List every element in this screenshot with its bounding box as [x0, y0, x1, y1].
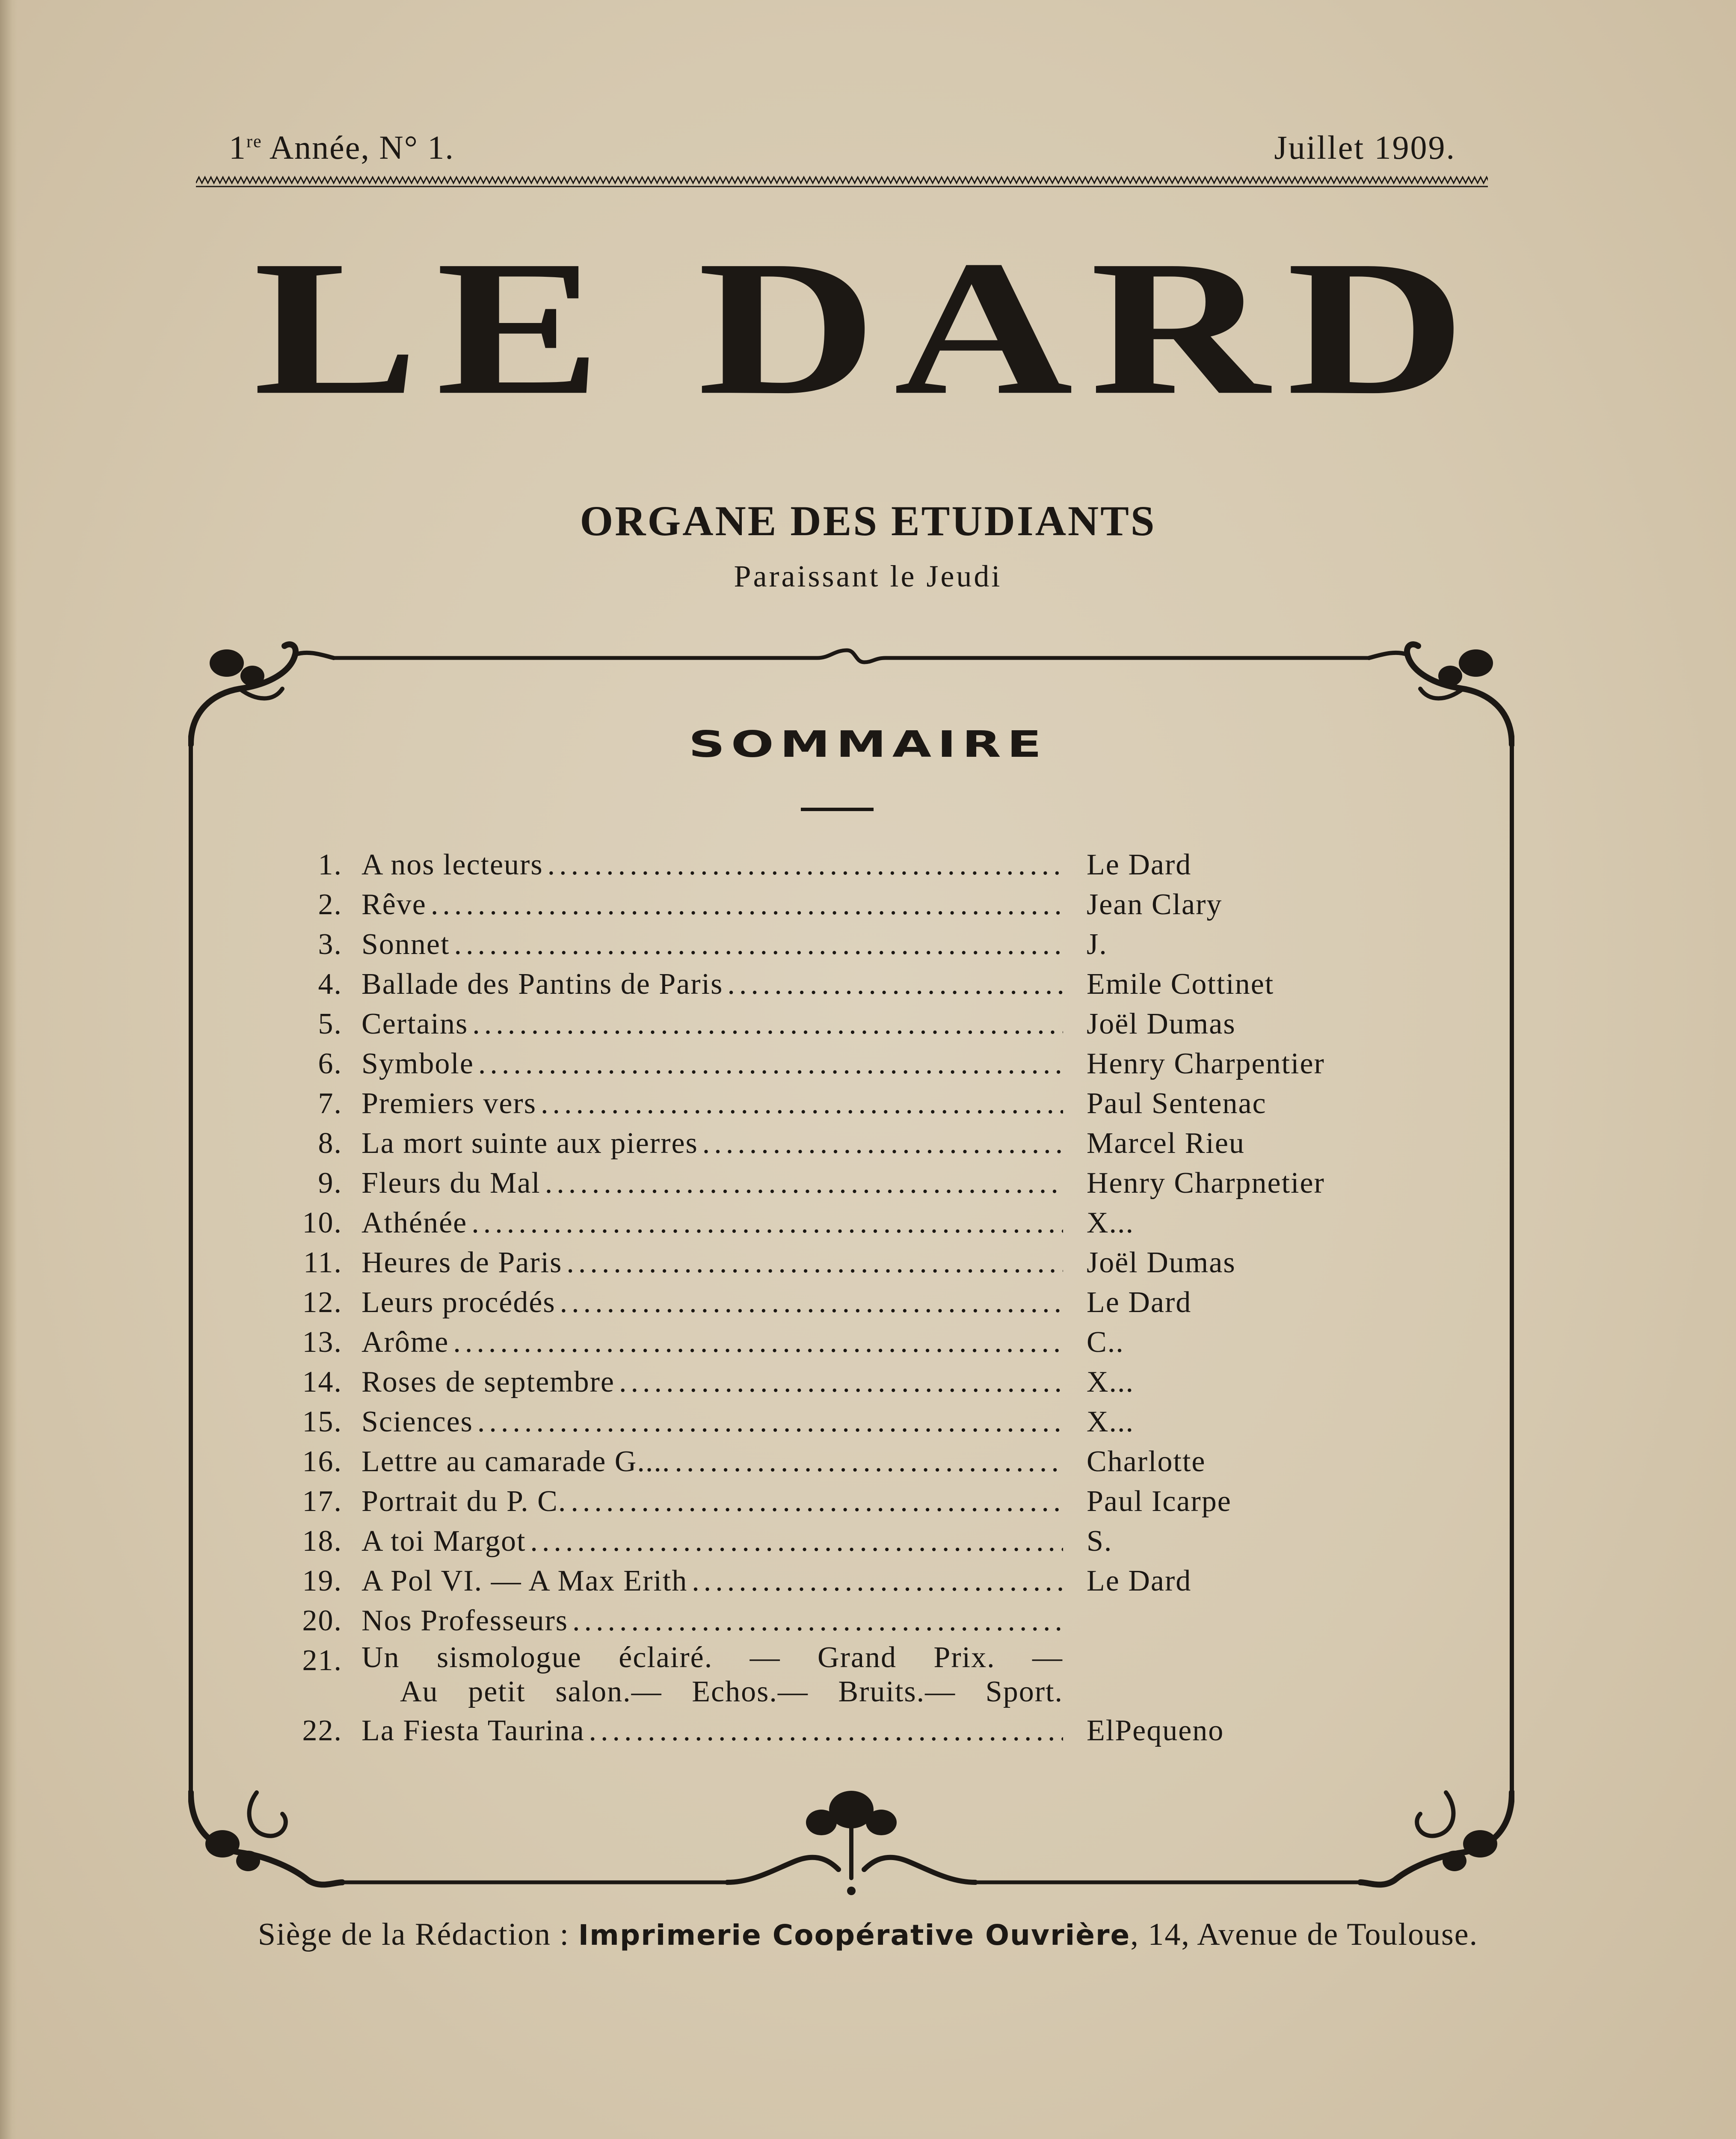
item-number: 21. — [302, 1644, 342, 1677]
item-title-leader — [361, 924, 1063, 964]
issue-rest: Année, N° 1. — [262, 129, 454, 166]
item-title: Fleurs du Mal — [361, 1167, 541, 1200]
table-of-contents — [291, 845, 1403, 1751]
contents-item — [291, 1004, 1403, 1044]
item-title-leader — [361, 1163, 1063, 1203]
item-title: Arôme — [361, 1326, 449, 1359]
item-number: 4. — [318, 968, 342, 1001]
dot-leader — [675, 1442, 1063, 1481]
item-title-line: Au petit salon.— Echos.— Bruits.— Sport. — [400, 1675, 1063, 1708]
item-title: Symbole — [361, 1047, 474, 1080]
item-number: 14. — [302, 1366, 342, 1398]
item-author: Emile Cottinet — [1087, 968, 1274, 1001]
issue-date: Juillet 1909. — [1274, 129, 1456, 166]
item-number: 5. — [318, 1007, 342, 1040]
dot-leader — [566, 1243, 1063, 1283]
item-title-leader — [361, 1123, 1063, 1163]
item-title-leader — [361, 885, 1063, 924]
dot-leader — [702, 1123, 1063, 1163]
item-number: 20. — [302, 1604, 342, 1637]
dot-leader — [572, 1601, 1063, 1641]
masthead-subtitle: ORGANE DES ETUDIANTS — [580, 497, 1156, 545]
item-number: 10. — [302, 1206, 342, 1239]
dot-leader — [454, 924, 1063, 964]
contents-item — [291, 1442, 1403, 1481]
item-author: C.. — [1087, 1326, 1124, 1359]
item-author: ElPequeno — [1087, 1714, 1224, 1747]
item-author: X... — [1087, 1366, 1135, 1398]
item-title: Heures de Paris — [361, 1246, 563, 1279]
item-title: Roses de septembre — [361, 1366, 615, 1398]
dot-leader — [530, 1521, 1063, 1561]
contents-item — [291, 1123, 1403, 1163]
item-title: Sciences — [361, 1405, 473, 1438]
item-number: 18. — [302, 1525, 342, 1558]
item-title: A Pol VI. — A Max Erith — [361, 1564, 688, 1597]
item-number: 17. — [302, 1485, 342, 1518]
contents-item — [291, 1641, 1403, 1711]
item-author: Paul Sentenac — [1087, 1087, 1267, 1120]
item-number: 9. — [318, 1167, 342, 1200]
editorial-address — [0, 1917, 1736, 1953]
dot-leader — [727, 964, 1063, 1004]
item-title-leader — [361, 1481, 1063, 1521]
contents-item — [291, 964, 1403, 1004]
item-title-leader — [361, 1402, 1063, 1442]
printer-name: Imprimerie Coopérative Ouvrière — [578, 1919, 1131, 1952]
contents-item — [291, 1601, 1403, 1641]
dot-leader — [453, 1322, 1063, 1362]
item-title-leader — [361, 964, 1063, 1004]
item-author: Marcel Rieu — [1087, 1127, 1245, 1160]
contents-item — [291, 1203, 1403, 1243]
masthead-tagline: Paraissant le Jeudi — [734, 559, 1002, 593]
dot-leader — [471, 1203, 1063, 1243]
item-title: La Fiesta Taurina — [361, 1714, 585, 1747]
dot-leader — [548, 845, 1063, 885]
item-title-leader — [361, 1442, 1063, 1481]
dot-leader — [619, 1362, 1063, 1402]
item-title-leader — [361, 1283, 1063, 1322]
issue-number — [229, 128, 454, 167]
item-title: Lettre au camarade G.... — [361, 1445, 671, 1478]
item-title-leader — [361, 1362, 1063, 1402]
item-author: Joël Dumas — [1087, 1246, 1236, 1279]
dot-leader — [472, 1004, 1063, 1044]
heading-rule — [801, 808, 874, 811]
item-title-leader — [361, 1322, 1063, 1362]
item-author: Henry Charpnetier — [1087, 1167, 1325, 1200]
dot-leader — [431, 885, 1063, 924]
item-title-leader — [361, 845, 1063, 885]
issue-ordinal-suffix: re — [246, 132, 262, 151]
address-street: , 14, Avenue de Toulouse. — [1130, 1917, 1478, 1952]
item-number: 22. — [302, 1714, 342, 1747]
contents-item — [291, 1084, 1403, 1123]
contents-item — [291, 1402, 1403, 1442]
item-title-leader — [361, 1203, 1063, 1243]
dot-leader — [692, 1561, 1063, 1601]
dot-leader — [571, 1481, 1063, 1521]
item-title-line: Un sismologue éclairé. — Grand Prix. — — [361, 1641, 1063, 1674]
dot-leader — [545, 1163, 1063, 1203]
item-number: 15. — [302, 1405, 342, 1438]
contents-item — [291, 1561, 1403, 1601]
item-title-leader — [361, 1243, 1063, 1283]
item-title-leader — [361, 1044, 1063, 1084]
item-author: J. — [1087, 928, 1108, 961]
item-title-leader — [361, 1601, 1063, 1641]
item-title-leader — [361, 1711, 1063, 1751]
item-author: Jean Clary — [1087, 888, 1223, 921]
header-wavy-rule — [196, 175, 1488, 187]
item-author: X... — [1087, 1405, 1135, 1438]
item-title: Certains — [361, 1007, 468, 1040]
item-number: 13. — [302, 1326, 342, 1359]
item-number: 19. — [302, 1564, 342, 1597]
item-number: 1. — [318, 848, 342, 881]
contents-item — [291, 924, 1403, 964]
item-title-leader — [361, 1084, 1063, 1123]
item-title: Leurs procédés — [361, 1286, 556, 1319]
item-number: 6. — [318, 1047, 342, 1080]
item-title: La mort suinte aux pierres — [361, 1127, 698, 1160]
item-author: Henry Charpentier — [1087, 1047, 1325, 1080]
item-author: Charlotte — [1087, 1445, 1206, 1478]
address-prefix: Siège de la Rédaction : — [258, 1917, 578, 1952]
item-number: 11. — [303, 1246, 342, 1279]
contents-item — [291, 1163, 1403, 1203]
item-title: Nos Professeurs — [361, 1604, 569, 1637]
item-author: X... — [1087, 1206, 1135, 1239]
item-title-leader — [361, 1561, 1063, 1601]
item-number: 2. — [318, 888, 342, 921]
item-author: Paul Icarpe — [1087, 1485, 1232, 1518]
item-author: Le Dard — [1087, 1564, 1192, 1597]
dot-leader — [560, 1283, 1063, 1322]
contents-item — [291, 1044, 1403, 1084]
item-title: Portrait du P. C. — [361, 1485, 567, 1518]
item-author: Joël Dumas — [1087, 1007, 1236, 1040]
masthead-title: LE DARD — [253, 220, 1483, 435]
contents-heading: SOMMAIRE — [688, 723, 1048, 766]
dot-leader — [589, 1711, 1063, 1751]
item-title: Rêve — [361, 888, 427, 921]
contents-item — [291, 1362, 1403, 1402]
item-title-leader — [361, 1004, 1063, 1044]
item-title: Premiers vers — [361, 1087, 536, 1120]
item-title: Ballade des Pantins de Paris — [361, 968, 723, 1001]
item-number: 16. — [302, 1445, 342, 1478]
dot-leader — [541, 1084, 1063, 1123]
item-title: A nos lecteurs — [361, 848, 543, 881]
item-number: 12. — [302, 1286, 342, 1319]
contents-item — [291, 885, 1403, 924]
item-number: 7. — [318, 1087, 342, 1120]
dot-leader — [478, 1044, 1063, 1084]
dot-leader — [477, 1402, 1063, 1442]
item-author: Le Dard — [1087, 1286, 1192, 1319]
issue-ordinal: 1 — [229, 129, 246, 166]
item-number: 3. — [318, 928, 342, 961]
contents-item — [291, 1283, 1403, 1322]
contents-item — [291, 1243, 1403, 1283]
contents-item — [291, 1521, 1403, 1561]
item-title: A toi Margot — [361, 1525, 526, 1558]
item-author: S. — [1087, 1525, 1113, 1558]
item-author: Le Dard — [1087, 848, 1192, 881]
contents-item — [291, 1481, 1403, 1521]
item-title-leader — [361, 1521, 1063, 1561]
item-title: Athénée — [361, 1206, 468, 1239]
item-number: 8. — [318, 1127, 342, 1160]
contents-item — [291, 1711, 1403, 1751]
item-title — [361, 1641, 1063, 1709]
contents-item — [291, 845, 1403, 885]
item-title: Sonnet — [361, 928, 450, 961]
contents-item — [291, 1322, 1403, 1362]
